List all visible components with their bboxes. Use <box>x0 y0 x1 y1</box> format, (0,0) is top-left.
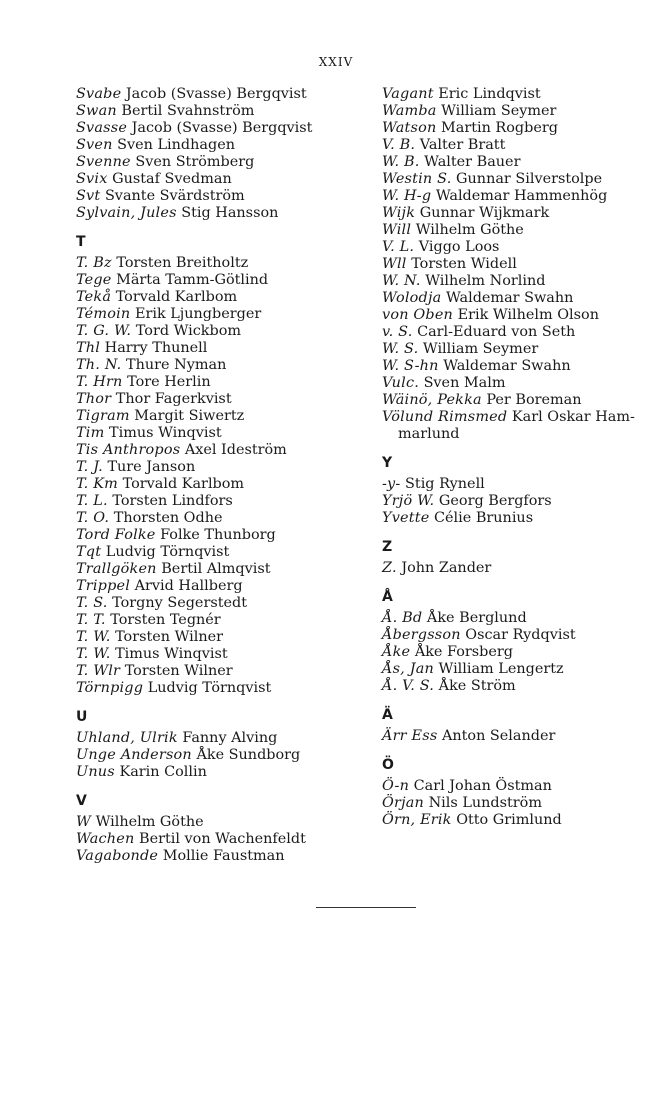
index-entry <box>76 255 366 272</box>
pseudonym: Sven <box>76 137 113 153</box>
real-name: Carl-Eduard von Seth <box>417 324 576 340</box>
index-entry <box>76 137 366 154</box>
pseudonym: Trippel <box>76 578 131 594</box>
pseudonym: Örjan <box>382 795 424 811</box>
pseudonym: Tigram <box>76 408 130 424</box>
real-name: Tore Herlin <box>127 374 211 390</box>
real-name: Torvald Karlbom <box>115 289 238 305</box>
real-name: Bertil Almqvist <box>161 561 271 577</box>
footer-rule <box>316 907 416 908</box>
pseudonym: Trallgöken <box>76 561 157 577</box>
pseudonym: T. W. <box>76 646 111 662</box>
index-section <box>76 793 366 865</box>
pseudonym: W. B. <box>382 154 420 170</box>
real-name: Arvid Hallberg <box>134 578 243 594</box>
pseudonym: Wamba <box>382 103 437 119</box>
index-entry <box>382 120 672 137</box>
real-name: Torsten Lindfors <box>112 493 233 509</box>
pseudonym: T. W. <box>76 629 111 645</box>
pseudonym: T. G. W. <box>76 323 132 339</box>
index-entry <box>382 778 672 795</box>
index-entry <box>76 408 366 425</box>
real-name: Waldemar Swahn <box>443 358 571 374</box>
pseudonym: Will <box>382 222 412 238</box>
pseudonym: Svt <box>76 188 101 204</box>
real-name: Thure Nyman <box>126 357 227 373</box>
pseudonym: V. L. <box>382 239 415 255</box>
pseudonym: Ås, Jan <box>382 661 434 677</box>
index-entry <box>382 86 672 103</box>
right-column <box>382 86 672 841</box>
pseudonym: Svasse <box>76 120 128 136</box>
pseudonym: Åke <box>382 644 411 660</box>
real-name: Fanny Alving <box>182 730 278 746</box>
pseudonym: Å. V. S. <box>382 678 435 694</box>
pseudonym: T. J. <box>76 459 103 475</box>
real-name: Ludvig Törnqvist <box>147 680 272 696</box>
real-name: Ludvig Törnqvist <box>105 544 230 560</box>
pseudonym: Z. <box>382 560 397 576</box>
left-column <box>76 86 366 877</box>
index-entry <box>382 171 672 188</box>
pseudonym: Svix <box>76 171 108 187</box>
pseudonym: Svabe <box>76 86 122 102</box>
real-name: Torsten Wilner <box>115 629 224 645</box>
index-entry <box>382 341 672 358</box>
pseudonym: T. O. <box>76 510 110 526</box>
pseudonym: T. Wlr <box>76 663 121 679</box>
index-entry <box>76 154 366 171</box>
pseudonym: Örn, Erik <box>382 812 452 828</box>
pseudonym: Å. Bd <box>382 610 423 626</box>
real-name: Åke Sundborg <box>196 747 301 763</box>
index-entry <box>76 646 366 663</box>
pseudonym: T. Km <box>76 476 119 492</box>
index-entry <box>382 222 672 239</box>
index-entry <box>76 848 366 865</box>
index-entry <box>76 527 366 544</box>
real-name: Eric Lindqvist <box>438 86 541 102</box>
real-name: Oscar Rydqvist <box>465 627 576 643</box>
real-name: Torvald Karlbom <box>122 476 245 492</box>
index-entry <box>76 730 366 747</box>
pseudonym: W. N. <box>382 273 421 289</box>
pseudonym: T. S. <box>76 595 108 611</box>
real-name: Gunnar Silverstolpe <box>456 171 603 187</box>
index-entry <box>76 357 366 374</box>
pseudonym: -y- <box>382 476 401 492</box>
real-name: Célie Brunius <box>434 510 534 526</box>
real-name: Åke Ström <box>438 678 516 694</box>
real-name: John Zander <box>401 560 492 576</box>
pseudonym: v. S. <box>382 324 413 340</box>
pseudonym: Wijk <box>382 205 416 221</box>
pseudonym: Tim <box>76 425 105 441</box>
pseudonym: Wll <box>382 256 407 272</box>
real-name: Torsten Breitholtz <box>116 255 249 271</box>
real-name: Ture Janson <box>107 459 196 475</box>
real-name: Wilhelm Göthe <box>415 222 524 238</box>
section-letter-heading: Z <box>382 539 393 555</box>
index-entry <box>382 678 672 695</box>
pseudonym: Tord Folke <box>76 527 156 543</box>
index-section <box>76 709 366 781</box>
pseudonym: Témoin <box>76 306 131 322</box>
index-entry <box>382 154 672 171</box>
index-entry <box>76 595 366 612</box>
real-name: Thor Fagerkvist <box>115 391 232 407</box>
pseudonym: Vulc. <box>382 375 419 391</box>
real-name: Timus Winqvist <box>115 646 228 662</box>
index-entry <box>76 103 366 120</box>
index-section <box>382 757 672 829</box>
pseudonym: W <box>76 814 91 830</box>
index-entry <box>382 392 672 409</box>
real-name: Åke Berglund <box>426 610 527 626</box>
index-entry <box>382 493 672 510</box>
real-name: Mollie Faustman <box>162 848 285 864</box>
index-entry <box>382 661 672 678</box>
real-name: Torsten Wilner <box>124 663 233 679</box>
pseudonym: Törnpigg <box>76 680 144 696</box>
pseudonym: Völund Rimsmed <box>382 409 508 425</box>
index-entry <box>76 188 366 205</box>
index-section <box>382 455 672 527</box>
real-name: Thorsten Odhe <box>113 510 223 526</box>
pseudonym: Tekå <box>76 289 112 305</box>
index-entry <box>382 627 672 644</box>
real-name: Valter Bratt <box>419 137 506 153</box>
pseudonym: W. S-hn <box>382 358 439 374</box>
pseudonym: T. Hrn <box>76 374 123 390</box>
real-name: Karin Collin <box>119 764 207 780</box>
section-letter-heading: Ö <box>382 757 394 773</box>
pseudonym: Watson <box>382 120 437 136</box>
index-entry <box>76 289 366 306</box>
index-entry <box>382 290 672 307</box>
pseudonym: Wolodja <box>382 290 442 306</box>
index-entry <box>382 560 672 577</box>
index-section <box>76 86 366 222</box>
index-entry <box>382 728 672 745</box>
index-entry <box>76 205 366 222</box>
index-entry <box>76 340 366 357</box>
real-name: Wilhelm Göthe <box>95 814 204 830</box>
section-letter-heading: Y <box>382 455 393 471</box>
index-entry <box>76 374 366 391</box>
real-name: Nils Lundström <box>428 795 542 811</box>
real-name: Jacob (Svasse) Bergqvist <box>125 86 307 102</box>
real-name: Torsten Widell <box>411 256 517 272</box>
pseudonym: Yrjö W. <box>382 493 435 509</box>
index-entry <box>382 103 672 120</box>
index-entry <box>382 476 672 493</box>
real-name: Wilhelm Norlind <box>425 273 546 289</box>
pseudonym: W. S. <box>382 341 419 357</box>
pseudonym: Thl <box>76 340 101 356</box>
pseudonym: Tqt <box>76 544 102 560</box>
index-section <box>382 539 672 577</box>
index-section <box>382 707 672 745</box>
real-name: Otto Grimlund <box>456 812 562 828</box>
pseudonym: Svenne <box>76 154 131 170</box>
real-name: Gunnar Wijkmark <box>419 205 550 221</box>
index-entry <box>382 409 672 443</box>
pseudonym: Unge Anderson <box>76 747 192 763</box>
index-entry <box>76 323 366 340</box>
real-name: Stig Hansson <box>181 205 279 221</box>
index-entry <box>76 544 366 561</box>
real-name: William Seymer <box>441 103 557 119</box>
pseudonym: Thor <box>76 391 112 407</box>
real-name: Stig Rynell <box>405 476 485 492</box>
real-name: Georg Bergfors <box>438 493 552 509</box>
pseudonym: Ö-n <box>382 778 410 794</box>
pseudonym: Yvette <box>382 510 430 526</box>
pseudonym: von Oben <box>382 307 454 323</box>
index-entry <box>76 171 366 188</box>
pseudonym: Vagabonde <box>76 848 159 864</box>
pseudonym: Vagant <box>382 86 434 102</box>
real-name: Axel Ideström <box>184 442 287 458</box>
pseudonym: T. Bz <box>76 255 112 271</box>
index-entry <box>382 644 672 661</box>
index-entry <box>76 306 366 323</box>
pseudonym: T. L. <box>76 493 108 509</box>
pseudonym: Sylvain, Jules <box>76 205 177 221</box>
index-entry <box>76 680 366 697</box>
real-name: William Seymer <box>422 341 539 357</box>
real-name: Karl Oskar Ham-marlund <box>398 409 635 442</box>
pseudonym: Åbergsson <box>382 627 461 643</box>
section-letter-heading: V <box>76 793 87 809</box>
index-entry <box>382 239 672 256</box>
pseudonym: Tis Anthropos <box>76 442 181 458</box>
real-name: Tord Wickbom <box>135 323 242 339</box>
pseudonym: W. H-g <box>382 188 432 204</box>
index-entry <box>76 764 366 781</box>
real-name: Erik Wilhelm Olson <box>457 307 599 323</box>
index-entry <box>76 120 366 137</box>
section-letter-heading: Å <box>382 589 393 605</box>
pseudonym: V. B. <box>382 137 416 153</box>
index-entry <box>76 629 366 646</box>
index-entry <box>76 747 366 764</box>
index-entry <box>382 205 672 222</box>
real-name: Jacob (Svasse) Bergqvist <box>131 120 313 136</box>
index-entry <box>76 425 366 442</box>
real-name: Waldemar Swahn <box>445 290 574 306</box>
real-name: Viggo Loos <box>418 239 500 255</box>
index-entry <box>382 510 672 527</box>
pseudonym: Wachen <box>76 831 135 847</box>
real-name: Waldemar Hammenhög <box>435 188 608 204</box>
index-entry <box>382 324 672 341</box>
real-name: Sven Malm <box>423 375 506 391</box>
pseudonym: Th. N. <box>76 357 122 373</box>
index-entry <box>76 391 366 408</box>
index-entry <box>76 561 366 578</box>
real-name: Per Boreman <box>486 392 582 408</box>
index-entry <box>76 612 366 629</box>
index-entry <box>76 272 366 289</box>
real-name: Svante Svärdström <box>104 188 245 204</box>
real-name: Åke Forsberg <box>414 644 513 660</box>
pseudonym: Tege <box>76 272 112 288</box>
index-entry <box>76 476 366 493</box>
real-name: Sven Lindhagen <box>117 137 235 153</box>
real-name: Gustaf Svedman <box>112 171 232 187</box>
index-entry <box>76 86 366 103</box>
index-entry <box>382 256 672 273</box>
index-section <box>382 589 672 695</box>
index-entry <box>76 814 366 831</box>
real-name: Bertil von Wachenfeldt <box>139 831 306 847</box>
real-name: Torsten Tegnér <box>110 612 221 628</box>
pseudonym: Ärr Ess <box>382 728 438 744</box>
index-entry <box>382 137 672 154</box>
index-section <box>76 234 366 697</box>
index-entry <box>76 459 366 476</box>
pseudonym: Unus <box>76 764 115 780</box>
real-name: Anton Selander <box>441 728 556 744</box>
real-name: Folke Thunborg <box>160 527 276 543</box>
index-entry <box>382 375 672 392</box>
section-letter-heading: U <box>76 709 88 725</box>
real-name: Erik Ljungberger <box>134 306 262 322</box>
real-name: Martin Rogberg <box>441 120 558 136</box>
real-name: Carl Johan Östman <box>413 778 552 794</box>
index-entry <box>76 510 366 527</box>
index-section <box>382 86 672 443</box>
pseudonym: T. T. <box>76 612 106 628</box>
index-entry <box>76 493 366 510</box>
index-entry <box>382 307 672 324</box>
real-name: Timus Winqvist <box>109 425 222 441</box>
real-name: Sven Strömberg <box>135 154 255 170</box>
pseudonym: Uhland, Ulrik <box>76 730 178 746</box>
real-name: Bertil Svahnström <box>121 103 255 119</box>
pseudonym: Wäinö, Pekka <box>382 392 482 408</box>
index-entry <box>382 273 672 290</box>
section-letter-heading: Ä <box>382 707 393 723</box>
index-entry <box>76 442 366 459</box>
pseudonym: Westin S. <box>382 171 452 187</box>
real-name: Margit Siwertz <box>134 408 245 424</box>
section-letter-heading: T <box>76 234 86 250</box>
real-name: Märta Tamm-Götlind <box>116 272 269 288</box>
real-name: Walter Bauer <box>424 154 521 170</box>
index-entry <box>76 831 366 848</box>
real-name: William Lengertz <box>438 661 564 677</box>
pseudonym: Swan <box>76 103 117 119</box>
real-name: Torgny Segerstedt <box>112 595 248 611</box>
index-entry <box>382 610 672 627</box>
index-entry <box>76 663 366 680</box>
index-entry <box>382 358 672 375</box>
real-name: Harry Thunell <box>104 340 208 356</box>
index-entry <box>382 812 672 829</box>
index-entry <box>382 795 672 812</box>
index-entry <box>382 188 672 205</box>
page-number: XXIV <box>318 55 354 69</box>
index-entry <box>76 578 366 595</box>
